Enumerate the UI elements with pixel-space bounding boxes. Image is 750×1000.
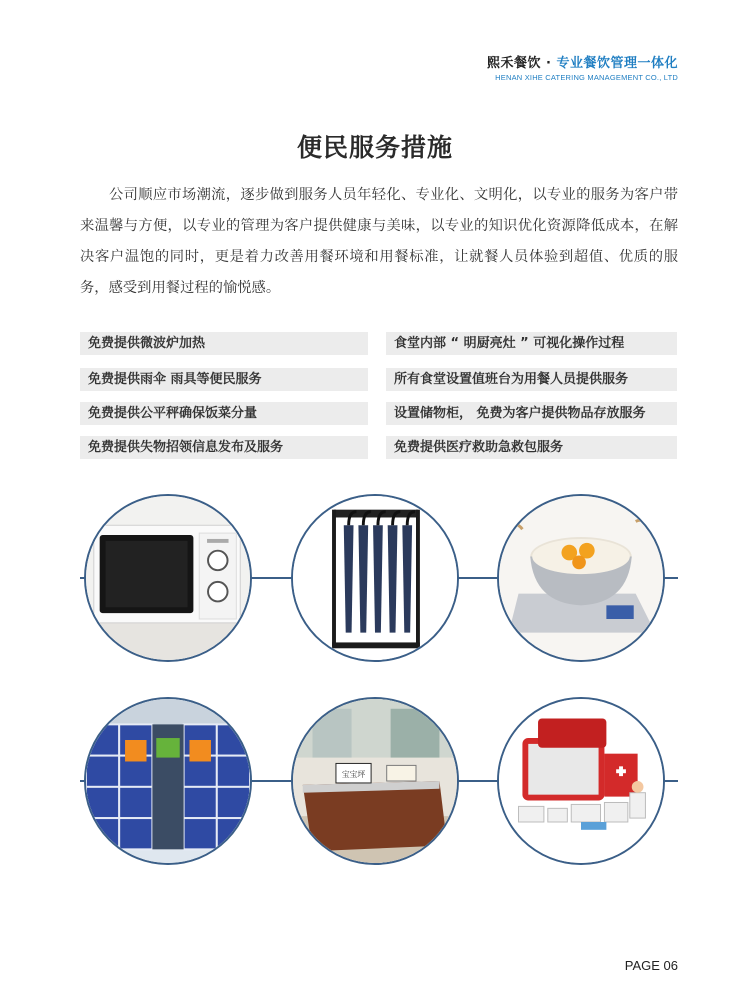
brand-name: 熙禾餐饮: [486, 56, 541, 71]
service-item-open-kitchen: 食堂内部 “ 明厨亮灶 ” 可视化操作过程: [386, 332, 677, 355]
microwave-image: [86, 496, 250, 660]
duty-desk-photo: [291, 697, 459, 865]
first-aid-kit-photo: [497, 697, 665, 865]
page-title: 便民服务措施: [296, 133, 453, 162]
service-item-lost-found: 免费提供失物招领信息发布及服务: [80, 436, 368, 459]
service-item-scale: 免费提供公平秤确保饭菜分量: [80, 402, 368, 425]
umbrella-stand-photo: [291, 494, 459, 662]
microwave-photo: [84, 494, 252, 662]
kitchen-scale-photo: [497, 494, 665, 662]
service-item-locker: 设置储物柜， 免费为客户提供物品存放服务: [386, 402, 677, 425]
service-item-umbrella: 免费提供雨伞 雨具等便民服务: [80, 368, 368, 391]
duty-desk-image: [293, 699, 457, 863]
brand-separator: ·: [546, 56, 552, 71]
intro-paragraph: 公司顺应市场潮流，逐步做到服务人员年轻化、专业化、文明化，以专业的服务为客户带来温馨与方便，以专业的管理为客户提供健康与美味，以专业的知识优化资源降低成本，在解决客户温饱的同时，更是着力改善用餐环境和用餐标准，让就餐人员体验到超值、优质的服务，感受到用餐过程的愉悦感。: [80, 187, 678, 296]
service-item-duty-desk: 所有食堂设置值班台为用餐人员提供服务: [386, 368, 677, 391]
brand-slogan: 专业餐饮管理一体化: [556, 56, 678, 71]
company-english-name: HENAN XIHE CATERING MANAGEMENT CO., LTD: [495, 73, 678, 82]
service-item-first-aid: 免费提供医疗救助急救包服务: [386, 436, 677, 459]
locker-photo: [84, 697, 252, 865]
umbrella-stand-image: [293, 496, 457, 660]
brand-line: [487, 52, 678, 71]
brand-header: [487, 52, 678, 82]
first-aid-kit-image: [499, 699, 663, 863]
page-number: PAGE 06: [624, 958, 678, 973]
service-item-microwave: 免费提供微波炉加热: [80, 332, 368, 355]
kitchen-scale-image: [499, 496, 663, 660]
reception-sign-text: 宝宝坪: [341, 770, 366, 780]
locker-image: [86, 699, 250, 863]
